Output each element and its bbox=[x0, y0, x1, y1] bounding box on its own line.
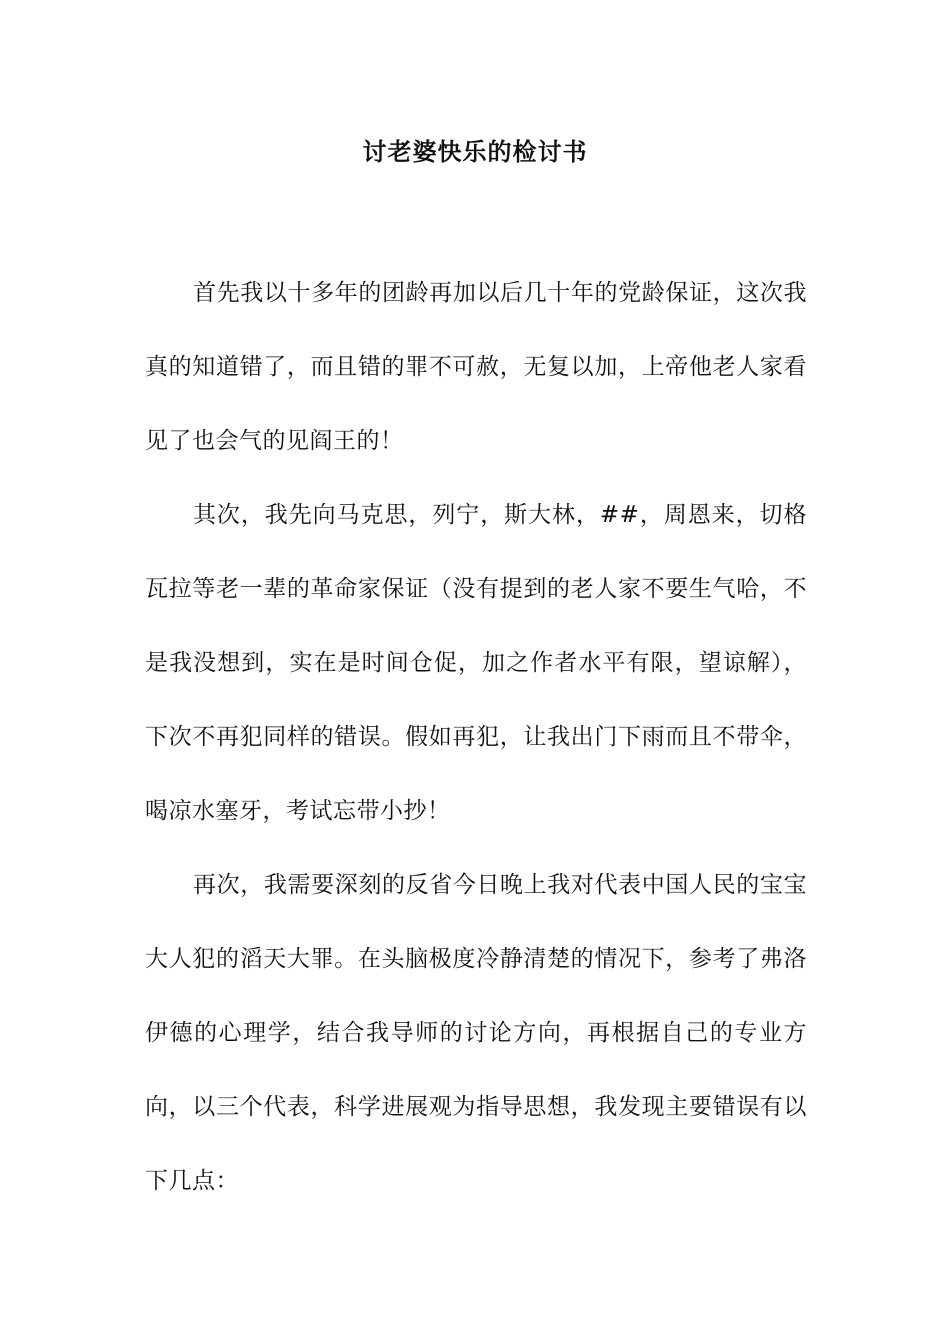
paragraph-3: 再次，我需要深刻的反省今日晚上我对代表中国人民的宝宝大人犯的滔天大罪。在头脑极度冷静清楚的情况下，参考了弗洛伊德的心理学，结合我导师的讨论方向，再根据自己的专业方向，以三个代表，科学进展观为指导思想，我发现主要错误有以下几点： bbox=[145, 872, 807, 1194]
document-title: 讨老婆快乐的检讨书 bbox=[362, 137, 588, 166]
paragraph-2: 其次，我先向马克思，列宁，斯大林，##，周恩来，切格瓦拉等老一辈的革命家保证（没有提到的老人家不要生气哈，不是我没想到，实在是时间仓促，加之作者水平有限，望谅解），下次不再犯同样的错误。假如再犯，让我出门下雨而且不带伞，喝凉水塞牙，考试忘带小抄！ bbox=[145, 502, 807, 824]
document-body bbox=[145, 256, 807, 1218]
paragraph-1: 首先我以十多年的团龄再加以后几十年的党龄保证，这次我真的知道错了，而且错的罪不可赦，无复以加，上帝他老人家看见了也会气的见阎王的！ bbox=[145, 280, 807, 454]
